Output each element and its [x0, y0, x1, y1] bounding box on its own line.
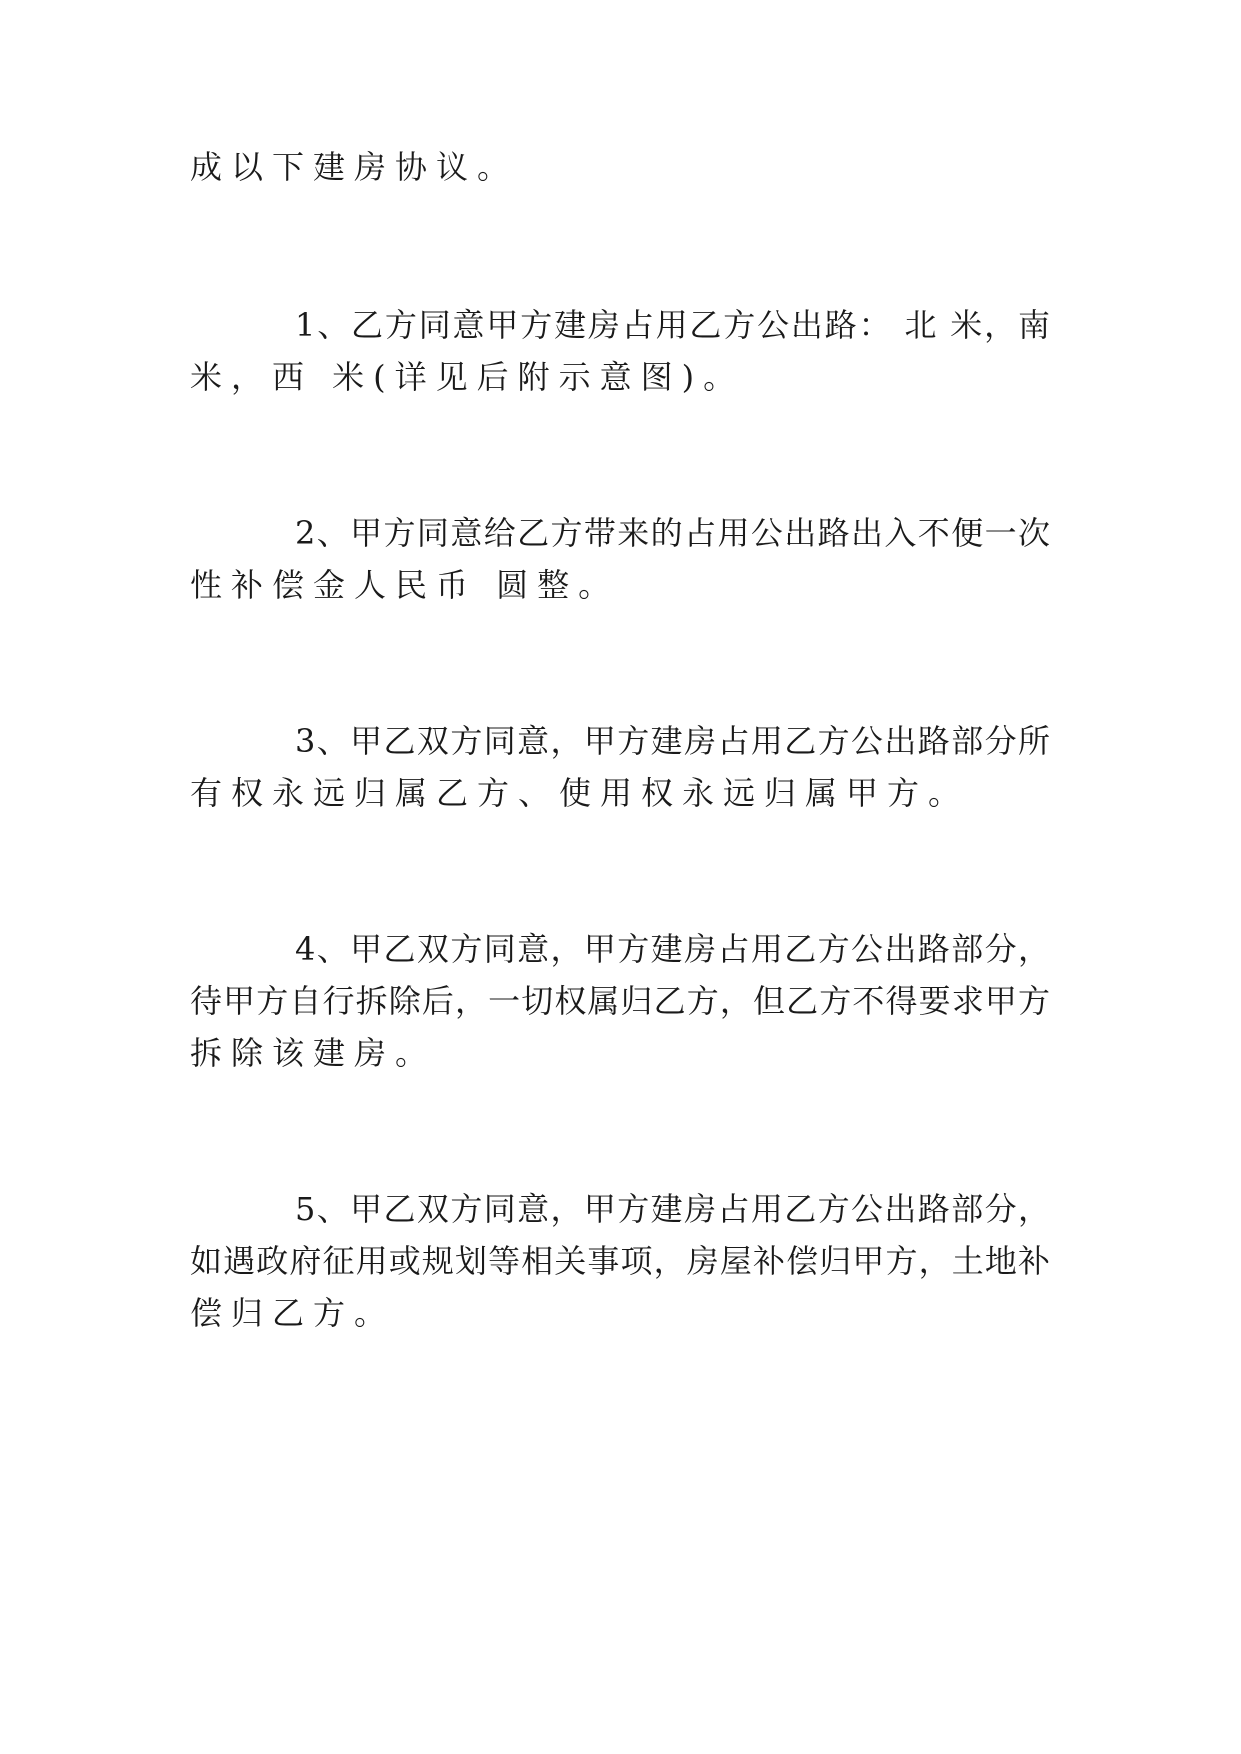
clause-2-line-2: 性补偿金人民币 圆整。	[190, 566, 620, 604]
clause-2-line-1: 2、甲方同意给乙方带来的占用公出路出入不便一次	[295, 514, 1050, 552]
clause-4-line-2: 待甲方自行拆除后，一切权属归乙方，但乙方不得要求甲方	[190, 982, 1050, 1020]
clause-5-line-3: 偿归乙方。	[190, 1294, 396, 1332]
clause-3-line-2: 有权永远归属乙方、使用权永远归属甲方。	[190, 774, 970, 812]
opening-text-tail: 成以下建房协议。	[190, 148, 519, 186]
clause-5-line-2: 如遇政府征用或规划等相关事项，房屋补偿归甲方，土地补	[190, 1242, 1050, 1280]
clause-4-line-1: 4、甲乙双方同意，甲方建房占用乙方公出路部分，	[295, 930, 1050, 968]
clause-1-line-1: 1、乙方同意甲方建房占用乙方公出路： 北 米，南	[295, 306, 1050, 344]
clause-3-line-1: 3、甲乙双方同意，甲方建房占用乙方公出路部分所	[295, 722, 1050, 760]
clause-1-line-2: 米，西 米(详见后附示意图)。	[190, 358, 745, 396]
clause-4-line-3: 拆除该建房。	[190, 1034, 437, 1072]
clause-5-line-1: 5、甲乙双方同意，甲方建房占用乙方公出路部分，	[295, 1190, 1050, 1228]
